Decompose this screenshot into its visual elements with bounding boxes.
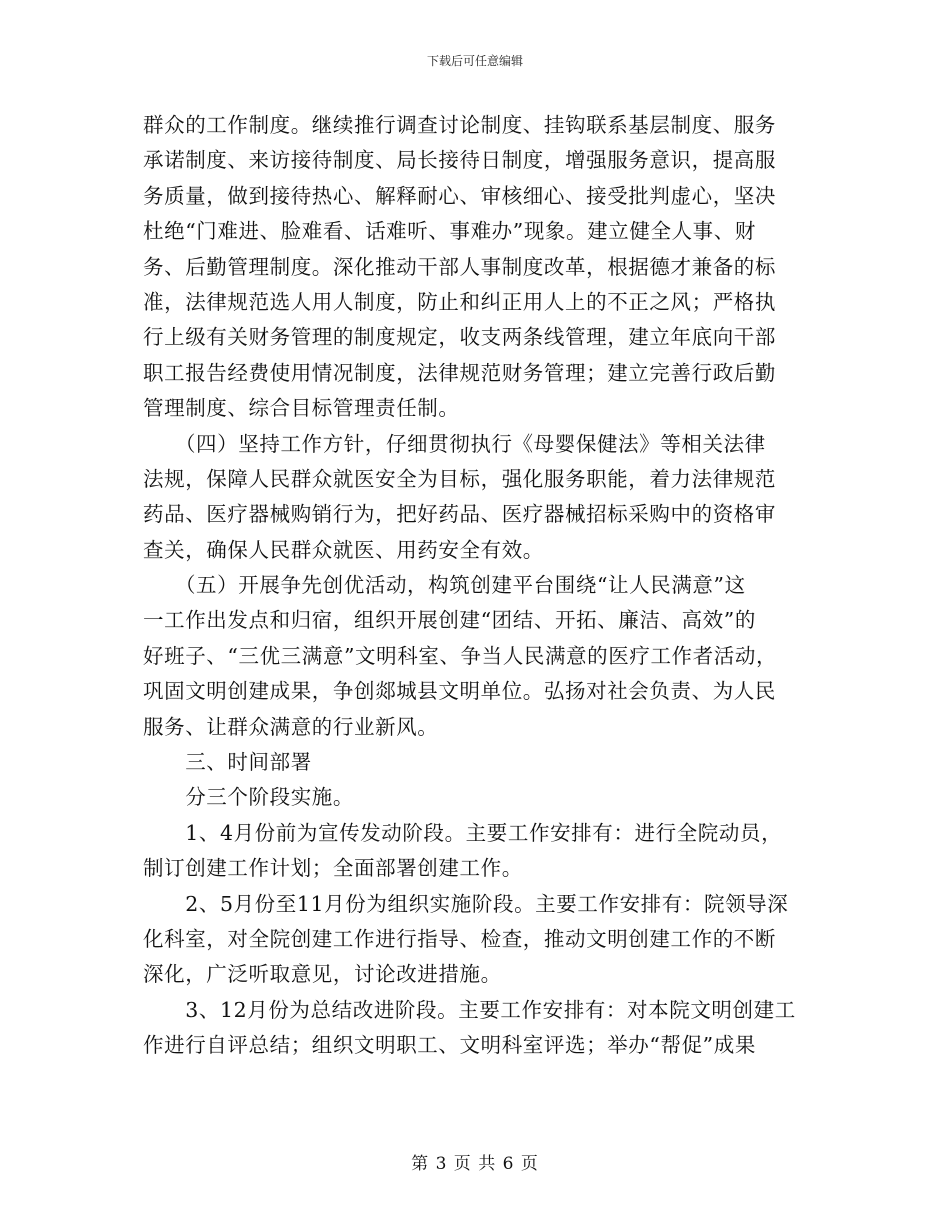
text-line: （四）坚持工作方针，仔细贯彻执行《母婴保健法》等相关法律 <box>143 431 766 456</box>
text-line: 行上级有关财务管理的制度规定，收支两条线管理，建立年底向干部 <box>143 325 776 350</box>
text-line: 化科室，对全院创建工作进行指导、检查，推动文明创建工作的不断 <box>143 926 776 951</box>
paragraph <box>143 993 808 1064</box>
text-line: 群众的工作制度。继续推行调查讨论制度、挂钩联系基层制度、服务 <box>143 113 776 137</box>
paragraph <box>143 568 808 745</box>
text-line: 务质量，做到接待热心、解释耐心、审核细心、接受批判虚心，坚决 <box>143 183 776 208</box>
text-line: 作进行自评总结；组织文明职工、文明科室评选；举办“帮促”成果 <box>143 1033 756 1058</box>
paragraph <box>143 745 808 780</box>
text-line: 三、时间部署 <box>143 750 312 775</box>
text-line: 法规，保障人民群众就医安全为目标，强化服务职能，着力法律规范 <box>143 466 776 491</box>
text-line: 3、12月份为总结改进阶段。主要工作安排有：对本院文明创建工 <box>143 997 796 1022</box>
paragraph <box>143 780 808 815</box>
text-line: （五）开展争先创优活动，构筑创建平台围绕“让人民满意”这 <box>143 573 746 598</box>
text-line: 好班子、“三优三满意”文明科室、争当人民满意的医疗工作者活动， <box>143 643 778 668</box>
text-line: 查关，确保人民群众就医、用药安全有效。 <box>143 537 544 562</box>
text-line: 2、5月份至11月份为组织实施阶段。主要工作安排有：院领导深 <box>143 891 789 916</box>
paragraph <box>143 816 808 887</box>
text-line: 深化，广泛听取意见，讨论改进措施。 <box>143 962 502 987</box>
text-line: 1、4月份前为宣传发动阶段。主要工作安排有：进行全院动员， <box>143 820 783 845</box>
text-line: 服务、让群众满意的行业新风。 <box>143 714 439 739</box>
text-line: 承诺制度、来访接待制度、局长接待日制度，增强服务意识，提高服 <box>143 148 776 173</box>
text-line: 务、后勤管理制度。深化推动干部人事制度改革，根据德才兼备的标 <box>143 254 776 279</box>
text-line: 管理制度、综合目标管理责任制。 <box>143 396 460 421</box>
page-number-footer: 第 3 页 共 6 页 <box>411 1154 539 1174</box>
text-line: 职工报告经费使用情况制度，法律规范财务管理；建立完善行政后勤 <box>143 360 776 385</box>
text-line: 分三个阶段实施。 <box>143 785 354 810</box>
text-line: 制订创建工作计划；全面部署创建工作。 <box>143 856 523 881</box>
text-line: 准，法律规范选人用人制度，防止和纠正用人上的不正之风；严格执 <box>143 289 776 314</box>
text-line: 巩固文明创建成果，争创郯城县文明单位。弘扬对社会负责、为人民 <box>143 679 776 704</box>
text-line: 药品、医疗器械购销行为，把好药品、医疗器械招标采购中的资格审 <box>143 502 776 527</box>
paragraph <box>143 108 808 427</box>
page-header: 下载后可任意编辑 <box>426 54 523 68</box>
text-line: 杜绝“门难进、脸难看、话难听、事难办”现象。建立健全人事、财 <box>143 219 756 244</box>
text-line: 一工作出发点和归宿，组织开展创建“团结、开拓、廉洁、高效”的 <box>143 608 756 633</box>
paragraph <box>143 427 808 569</box>
paragraph <box>143 887 808 993</box>
document-body <box>143 108 808 1064</box>
